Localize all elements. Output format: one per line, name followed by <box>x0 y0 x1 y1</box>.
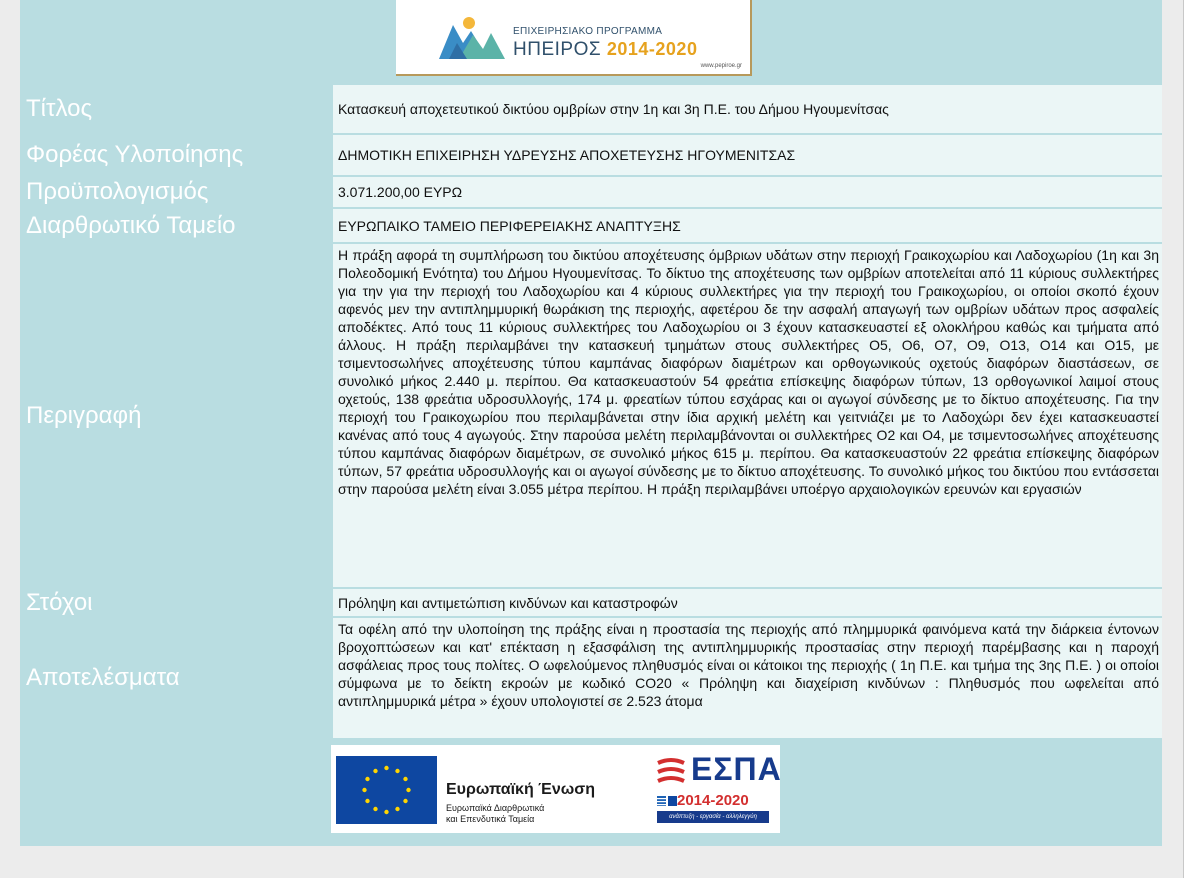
eu-stars-icon <box>336 756 437 824</box>
value-goals <box>333 589 1162 616</box>
value-budget <box>333 177 1162 207</box>
label-structural-fund: Διαρθρωτικό Ταμείο <box>20 209 330 242</box>
label-results: Αποτελέσματα <box>20 618 330 738</box>
row-budget <box>20 177 1162 207</box>
value-structural-fund-text: ΕΥΡΩΠΑΙΚΟ ΤΑΜΕΙΟ ΠΕΡΙΦΕΡΕΙΑΚΗΣ ΑΝΑΠΤΥΞΗΣ <box>338 217 681 234</box>
epirus-programme-logo <box>396 0 752 75</box>
eu-title: Ευρωπαϊκή Ένωση <box>446 781 595 798</box>
label-goals: Στόχοι <box>20 589 330 616</box>
espa-years: 2014-2020 <box>677 792 749 809</box>
project-info-table <box>20 85 1162 738</box>
value-results <box>333 618 1162 738</box>
label-description: Περιγραφή <box>20 244 330 587</box>
row-description <box>20 244 1162 587</box>
value-title-text: Κατασκευή αποχετευτικού δικτύου ομβρίων στην 1η και 3η Π.Ε. του Δήμου Ηγουμενίτσας <box>338 101 889 117</box>
eu-subtitle <box>446 803 544 825</box>
row-results <box>20 618 1162 738</box>
logo-url: www.pepiroe.gr <box>700 63 742 69</box>
mountain-logo-icon <box>439 13 509 63</box>
label-title: Τίτλος <box>20 85 330 133</box>
value-results-text: Τα οφέλη από την υλοποίηση της πράξης είναι η προστασία της περιοχής από πλημμυρικά φαινόμενα κατά την διάρκεια έντονων βροχοπτώσεων και κατ' επέκταση η εξασφάλιση της αντιπλημμυρικής προστασίας στην περιοχή παρέμβασης και η παροχή ασφάλειας προς τους πολίτες. Ο ωφελούμενος πληθυσμός είναι οι κάτοικοι της περιοχής ( 1η Π.Ε. και τμήμα της 3ης Π.Ε. ) οι οποίοι σύμφωνα με το δείκτη εκροών με κωδικό CO20 « Πρόληψη και διαχείριση κινδύνων : Πληθυσμός που ωφελείται από αντιπλημμυρικά μέτρα » έχουν υπολογιστεί σε 2.523 άτομα <box>338 621 1159 709</box>
logo-region: ΗΠΕΙΡΟΣ <box>513 39 602 60</box>
label-budget: Προϋπολογισμός <box>20 177 330 207</box>
espa-title: ΕΣΠΑ <box>691 751 782 787</box>
value-implementing-body-text: ΔΗΜΟΤΙΚΗ ΕΠΙΧΕΙΡΗΣΗ ΥΔΡΕΥΣΗΣ ΑΠΟΧΕΤΕΥΣΗΣ ΗΓΟΥΜΕΝΙΤΣΑΣ <box>338 147 796 163</box>
value-description-text: Η πράξη αφορά τη συμπλήρωση του δικτύου αποχέτευσης όμβριων υδάτων στην περιοχή Γραικοχωρίου και Λαδοχωρίου (1η και 3η Πολεοδομική Ενότητα) του Δήμου Ηγουμενίτσας. Το δίκτυο της αποχέτευσης των ομβρίων αποτελείται από 11 κύριους συλλεκτήρες για την για την περιοχή του Λαδοχωρίου και 4 κύριους συλλεκτήρες για την περιοχή του Γραικοχωρίου, οι οποίοι σκοπό έχουν αφενός μεν την αντιπλημμυρική θωράκιση της περιοχής, αφετέρου δε την ασφαλή απαγωγή των ομβρίων υδάτων προς ασφαλείς αποδέκτες. Από τους 11 κύριους συλλεκτήρες του Λαδοχωρίου οι 3 έχουν κατασκευαστεί εξ ολοκλήρου καθώς και τμήματα από άλλους. Η πράξη περιλαμβάνει την κατασκευή τμημάτων στους συλλεκτήρες Ο5, Ο6, Ο7, Ο9, Ο13, Ο14 και Ο15, με τσιμεντοσωλήνες αποχέτευσης τύπου καμπάνας διαφόρων διαμέτρων και ορθογωνικούς οχετούς διαφόρων διαστάσεων, σε συνολικό μήκος 2.440 μ. περίπου. Θα κατασκευαστούν 54 φρεάτια επίσκεψης διαφόρων τύπων, 13 ορθογωνικοί λαιμοί στους οχετούς, 138 φρεάτια υδροσυλλογής, 174 μ. φρεατίων τύπου εσχάρας και οι αγωγοί σύνδεσης με το δίκτυο αποχέτευσης. Για την περιοχή του Γραικοχωρίου που περιλαμβάνεται στην ίδια αρχική μελέτη και γειτνιάζει με το Λαδοχώρι δεν έχει κατασκευαστεί κανένας από τους 4 αγωγούς. Στην παρούσα μελέτη περιλαμβάνονται οι συλλεκτήρες Ο2 και Ο4, με τσιμεντοσωλήνες αποχέτευσης τύπου καμπάνας διαφόρων διαμέτρων, σε συνολικό μήκος 615 μ. περίπου. Θα κατασκευαστούν 22 φρεάτια επίσκεψης διαφόρων τύπων, 57 φρεάτια υδροσυλλογής και οι αγωγοί σύνδεσης με το δίκτυο αποχέτευσης. Το συνολικό μήκος του δικτύου που εντάσσεται στην παρούσα μελέτη είναι 3.055 μέτρα περίπου. Η πράξη περιλαμβάνει υποέργο αρχαιολογικών ερευνών και εργασιών <box>338 247 1159 497</box>
value-structural-fund <box>333 209 1162 242</box>
espa-swoosh-icon <box>656 755 686 791</box>
row-goals <box>20 589 1162 616</box>
row-implementing-body <box>20 135 1162 175</box>
logo-years: 2014-2020 <box>606 39 698 59</box>
logo-subtitle: ΕΠΙΧΕΙΡΗΣΙΑΚΟ ΠΡΟΓΡΑΜΜΑ <box>513 26 663 37</box>
logo-title <box>513 39 697 61</box>
espa-slogan: ανάπτυξη - εργασία - αλληλεγγύη <box>657 811 769 823</box>
label-implementing-body: Φορέας Υλοποίησης <box>20 135 330 175</box>
value-description <box>333 244 1162 587</box>
eu-espa-logos <box>331 745 780 833</box>
value-goals-text: Πρόληψη και αντιμετώπιση κινδύνων και καταστροφών <box>338 594 678 611</box>
greek-eu-flags-icon <box>657 796 677 806</box>
row-title <box>20 85 1162 133</box>
eu-subtitle-line1: Ευρωπαϊκά Διαρθρωτικά <box>446 803 545 813</box>
value-title <box>333 85 1162 133</box>
value-budget-text: 3.071.200,00 ΕΥΡΩ <box>338 184 463 200</box>
eu-flag-icon <box>336 756 437 824</box>
value-implementing-body <box>333 135 1162 175</box>
row-structural-fund <box>20 209 1162 242</box>
eu-subtitle-line2: και Επενδυτικά Ταμεία <box>446 814 535 824</box>
scrollbar-track[interactable] <box>1184 0 1195 878</box>
